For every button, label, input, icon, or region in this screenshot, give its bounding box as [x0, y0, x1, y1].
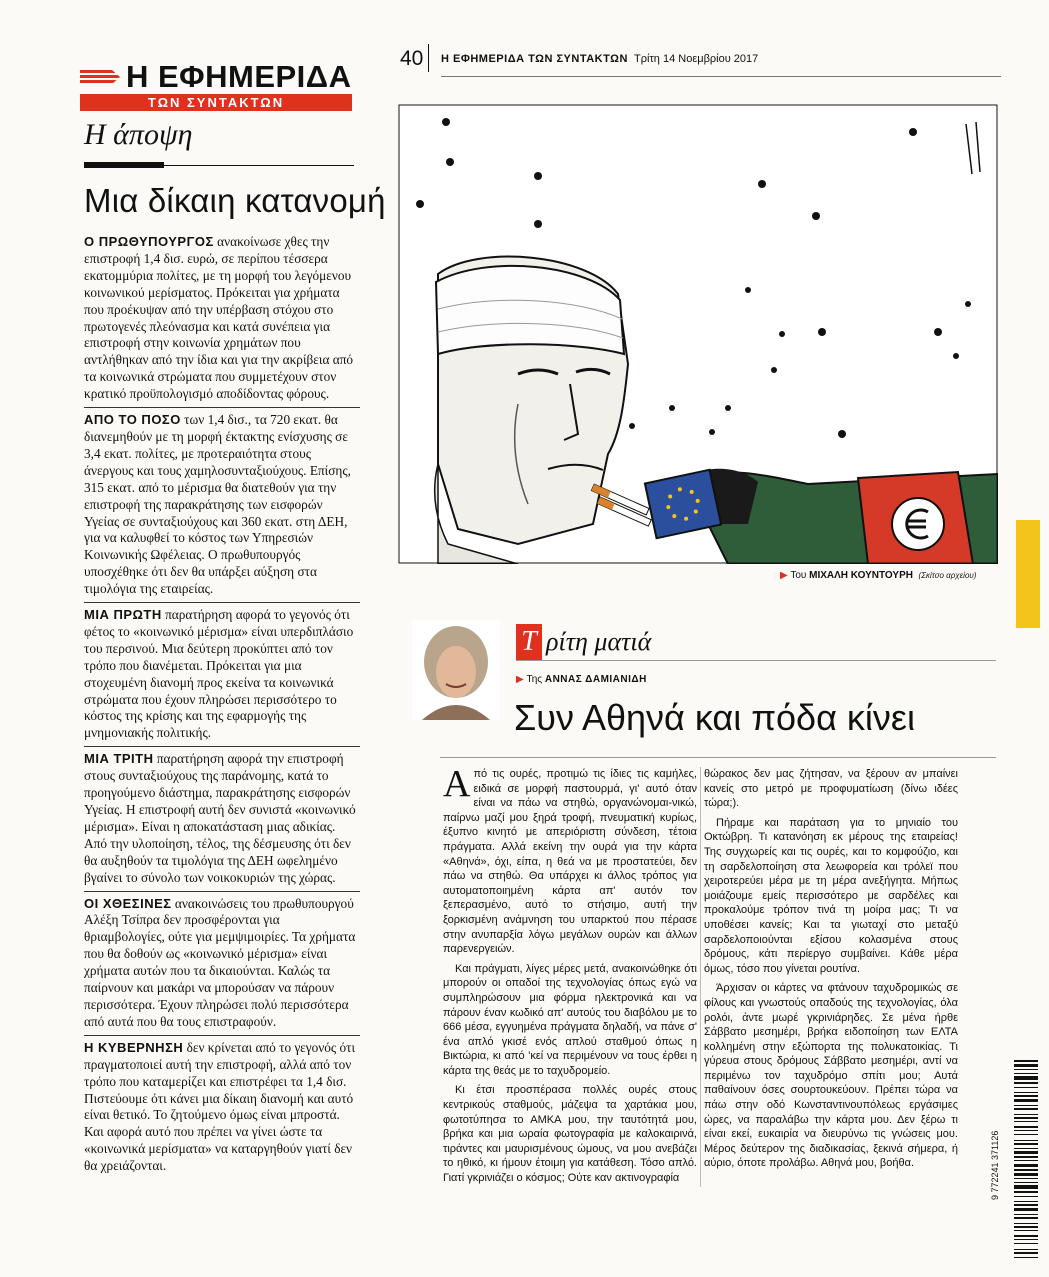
- side-section-tab: [1016, 520, 1040, 628]
- kicker-text: ρίτη ματιά: [546, 627, 652, 656]
- barcode-icon: [1010, 1060, 1040, 1260]
- paragraph-lead: Ο ΠΡΩΘΥΠΟΥΡΓΟΣ: [84, 234, 214, 249]
- editorial-paragraph: [84, 1040, 360, 1175]
- masthead-subtitle: ΤΩΝ ΣΥΝΤΑΚΤΩΝ: [80, 94, 352, 111]
- running-header: [441, 53, 758, 65]
- credit-name: ΜΙΧΑΛΗ ΚΟΥΝΤΟΥΡΗ: [809, 570, 913, 581]
- paragraph-text: παρατήρηση αφορά το γεγονός ότι φέτος το «κοινωνικό μέρισμα» είναι υπερδιπλάσιο του περσινού. Μια δεύτερη προκύπτει από τον τρόπο που διανέμεται. Πρόκειται για μια στοχευμένη διανομή προς εκείνα τα κοινωνικά στρώματα που έχουν πληρώσει περισσότερο το κόστος της κρίσης και της εφαρμογής της μνημονιακής πολιτικής.: [84, 607, 354, 741]
- column-kicker: [516, 624, 651, 660]
- paragraph-lead: ΑΠΟ ΤΟ ΠΟΣΟ: [84, 412, 181, 428]
- column-paragraph: Και πράγματι, λίγες μέρες μετά, ανακοινώθηκε ότι μπορούν οι οπαδοί της τεχνολογίας όπως εγώ να συμπληρώσουν μια φόρμα ηλεκτρονικά και να πάρουν έναν κωδικό απ' αυτούς του διαβόλου με το 666 μέσα, εγγυημένα πράγματα δηλαδή, να πάνε σ' ένα απλό γκισέ ενός απλού σταθμού όπως η Βικτώρια, κι από 'κεί να περιμένουν να τους έρθει η κάρτα της θεάς με το ταχυδρομείο.: [443, 962, 697, 1077]
- running-header-date: Τρίτη 14 Νοεμβρίου 2017: [634, 53, 759, 65]
- paragraph-lead: Η ΚΥΒΕΡΝΗΣΗ: [84, 1039, 184, 1055]
- column-title-rule: [440, 757, 996, 758]
- section-rule: [84, 162, 354, 168]
- editorial-paragraph: [84, 751, 360, 886]
- paragraph-text: δεν κρίνεται από το γεγονός ότι πραγματοποιεί αυτή την επιστροφή, αλλά από τον τρόπο που καταμερίζει και επιστρέφει τα 1,4 δισ. Πιστεύουμε ότι κάνει μια δίκαιη διανομή και αυτό είναι θετικό. Το ζητούμενο όμως είναι μπροστά. Και αφορά αυτό που πρέπει να γίνει ώστε τα «κοινωνικά μερίσματα» να καταργηθούν γιατί δεν θα χρειάζονται.: [84, 1039, 356, 1174]
- kicker-letter-box: Τ: [516, 624, 542, 660]
- column-paragraph: Άρχισαν οι κάρτες να φτάνουν ταχυδρομικώς σε φίλους και γνωστούς οπαδούς της τεχνολογίας, όλα ρολόι, άντε μωρέ γκρινιάρηδες. Σε μένα ήρθε Σάββατο μεσημέρι, βρήκα ειδοποίηση των ΕΛΤΑ κολλημένη στην εξώπορτα της πολυκατοικίας. Τι γύρευα στους δρόμους Σάββατο μεσημέρι, αντί να περιμένω τον ταχυδρόμο σπίτι μου; Αυτά παθαίνουν όσες σουρτουκεύουν. Πρέπει τώρα να πάω στην οδό Κωνσταντινουπόλεως εργάσιμες ώρες, να παραλάβω την κάρτα μου. Δεν ξέρω τι είναι εκεί, ευκαιρία να διευρύνω τις γνώσεις μου. Μέρος δεύτερον της διαδικασίας, ξεκινά σήμερα, ή αύριο, όποτε προλάβω. Αθηνά μου, βοήθα.: [704, 982, 958, 1170]
- paragraph-text: πό τις ουρές, προτιμώ τις ίδιες τις καμήλες, ειδικά σε μορφή παστουρμά, γι' αυτό όταν είναι να πάω να στηθώ, οργανώνομαι-νικώ, παίρνω μαζί μου ξηρά τροφή, πνευματική κυρίως, έξυπνο κινητό με απεριόριστη σύνδεση, τέτοια πράγματα. Αλλά εκείνη την ουρά για την κάρτα «Αθηνά», όχι, είπα, η θεά να με προστατεύει, δεν πάω να στηθώ. Θα υπάρχει κι άλλος τρόπος για αυτοματοποιημένη κάρτα απ' αυτόν τον ξεπερασμένο, αυτό το στήσιμο, αυτή την ξορκισμένη ανάμνηση του υπαρκτού που πέρασε στην ανυπαρξία λόγω μεγάλων ουρών και άλλων παρενεργειών.: [443, 768, 697, 956]
- editorial-paragraph: [84, 607, 360, 742]
- editorial-title: Μια δίκαιη κατανομή: [84, 182, 386, 219]
- column-body-right: [704, 767, 958, 1176]
- header-rule: [441, 76, 1001, 77]
- cartoon-credit: [780, 570, 976, 581]
- paragraph-lead: ΜΙΑ ΤΡΙΤΗ: [84, 751, 154, 767]
- column-paragraph: [443, 763, 697, 957]
- column-paragraph: Κι έτσι προσπέρασα πολλές ουρές στους κεντρικούς σταθμούς, μάζεψα τα χαρτάκια μου, φωτοτύπησα το ΑΜΚΑ μου, την ταυτότητά μου, βρήκα και μια ωραία φωτογραφία με καλοκαιρινά, τιράντες και μαυρισμένους ώμους, να μου ανεβάζει το ηθικό, κι ήμουν έτοιμη για κατάθεση. Τόσο απλό. Γιατί γκρινιάζει ο κόσμος; Ούτε καν ακτινογραφία: [443, 1084, 697, 1185]
- dropcap: Α: [443, 763, 471, 805]
- paragraph-text: ανακοινώσεις του πρωθυπουργού Αλέξη Τσίπρα δεν προσφέρονται για θριαμβολογίες, ούτε για μεμψιμοιρίες. Τα χρήματα που θα δοθούν ως «κοινωνικό μέρισμα» είναι χρήματα αυτών που τα δικαιούνται. Καλώς τα παίρνουν και μακάρι να μπορούσαν να πάρουν περισσότερα. Έχουν πληρώσει πολύ περισσότερα από αυτά που θα τους επιστραφούν.: [84, 895, 356, 1029]
- paragraph-text: ανακοίνωσε χθες την επιστροφή 1,4 δισ. ευρώ, σε περίπου τέσσερα εκατομμύρια πολίτες, με τη μορφή του λεγόμενου κοινωνικού μερίσματος. Πρόκειται για χρήματα που προέκυψαν από την υπέρβαση στόχου στο πρωτογενές πλεόνασμα και κατά συνέπεια για επιστροφή στην κοινωνία χρημάτων που αντλήθηκαν από την ίδια και για την ακρίβεια από τα κοινωνικά στρώματα που συμμετέχουν στον κρατικό προϋπολογισμό αποδίδοντας φόρους.: [84, 234, 354, 402]
- byline-arrow-icon: ▶: [516, 674, 524, 685]
- column-body-left: [443, 763, 697, 1191]
- column-byline: [516, 674, 647, 685]
- byline-name: ΑΝΝΑΣ ΔΑΜΙΑΝΙΔΗ: [544, 674, 647, 685]
- running-header-paper: Η ΕΦΗΜΕΡΙΔΑ ΤΩΝ ΣΥΝΤΑΚΤΩΝ: [441, 53, 628, 65]
- paragraph-lead: ΟΙ ΧΘΕΣΙΝΕΣ: [84, 895, 172, 911]
- masthead-name: Η ΕΦΗΜΕΡΙΔΑ: [126, 59, 352, 94]
- kicker-rule: [516, 660, 996, 661]
- page-number: 40: [400, 47, 424, 70]
- editorial-paragraph: [84, 896, 360, 1031]
- masthead-logo: [80, 59, 352, 111]
- editorial-paragraph: [84, 412, 360, 598]
- credit-prefix: Του: [790, 570, 807, 581]
- byline-prefix: Της: [526, 674, 543, 685]
- column-title: Συν Αθηνά και πόδα κίνει: [514, 697, 915, 738]
- column-paragraph: θώρακος δεν μας ζήτησαν, να ξέρουν αν μπαίνει κανείς στο μετρό με προφυματίωση (δίνω ιδέες τώρα;).: [704, 768, 958, 810]
- paragraph-text: παρατήρηση αφορά την επιστροφή στους συνταξιούχους της παράνομης, κατά το προηγούμενο διάστημα, παρακράτησης εισφορών Υγείας. Η επιστροφή αυτή δεν συνιστά «κοινωνικό μέρισμα». Είναι η αποκατάσταση μιας αδικίας. Από την υλοποίηση, τέλος, της δέσμευσης ότι δεν θα αυξηθούν τα τιμολόγια της ΔΕΗ ωφελημένο βγαίνει το σύνολο των νοικοκυριών της χώρας.: [84, 751, 356, 885]
- masthead-arrow-icon: [80, 70, 120, 84]
- paragraph-text: των 1,4 δισ., τα 720 εκατ. θα διανεμηθούν με τη μορφή έκτακτης ενίσχυσης σε 3,4 εκατ. πολίτες, με προτεραιότητα στους άνεργους και τους χαμηλοσυνταξιούχους. Επίσης, 315 εκατ. από το μέρισμα θα διατεθούν για την επιστροφή της παρακράτησης των εισφορών Υγείας σε συνταξιούχους και 360 εκατ. στη ΔΕΗ, για να καλυφθεί το κόστος των Υπηρεσιών Κοινωνικής Ωφέλειας. Ο πρωθυπουργός υποσχέθηκε ότι δεν θα υπάρξει αύξηση στα τιμολόγια της εταιρείας.: [84, 412, 351, 597]
- credit-arrow-icon: ▶: [780, 570, 788, 581]
- column-divider: [700, 767, 701, 1187]
- column-paragraph: Πήραμε και παράταση για το μηνιαίο του Οκτώβρη. Τι κατανόηση εκ μέρους της εταιρείας! Της συγχωρείς και τις ουρές, και το κομφούζιο, και τη σαρδελοποίηση στα λεωφορεία και τρόλεϊ που χειροτερεύει μέρα με τη μέρα ανεξήγητα. Μήπως μοιάζουμε εμείς περισσότερο με σαρδέλες και προκαλούμε τρόπον τινά τη μοίρα μας; Τι να υποθέσει κανείς; Και τα γιωταχί στο μεταξύ σαρδελοποιούνται εξίσου κολασμένα στους δρόμους, κάτι περίεργο συμβαίνει. Κάθε μέρα όμως, τόσο που γίνεται ρουτίνα.: [704, 816, 958, 975]
- cartoon-illustration: [398, 104, 998, 564]
- editorial-paragraph: [84, 234, 360, 403]
- section-title: Η άποψη: [84, 118, 193, 151]
- barcode-number: 9 772241 371126: [990, 1130, 1000, 1200]
- editorial-body: [84, 234, 360, 1177]
- paragraph-lead: ΜΙΑ ΠΡΩΤΗ: [84, 607, 162, 623]
- page-number-divider: [428, 44, 429, 72]
- credit-note: (Σκίτσο αρχείου): [918, 571, 977, 580]
- author-photo: [412, 620, 500, 720]
